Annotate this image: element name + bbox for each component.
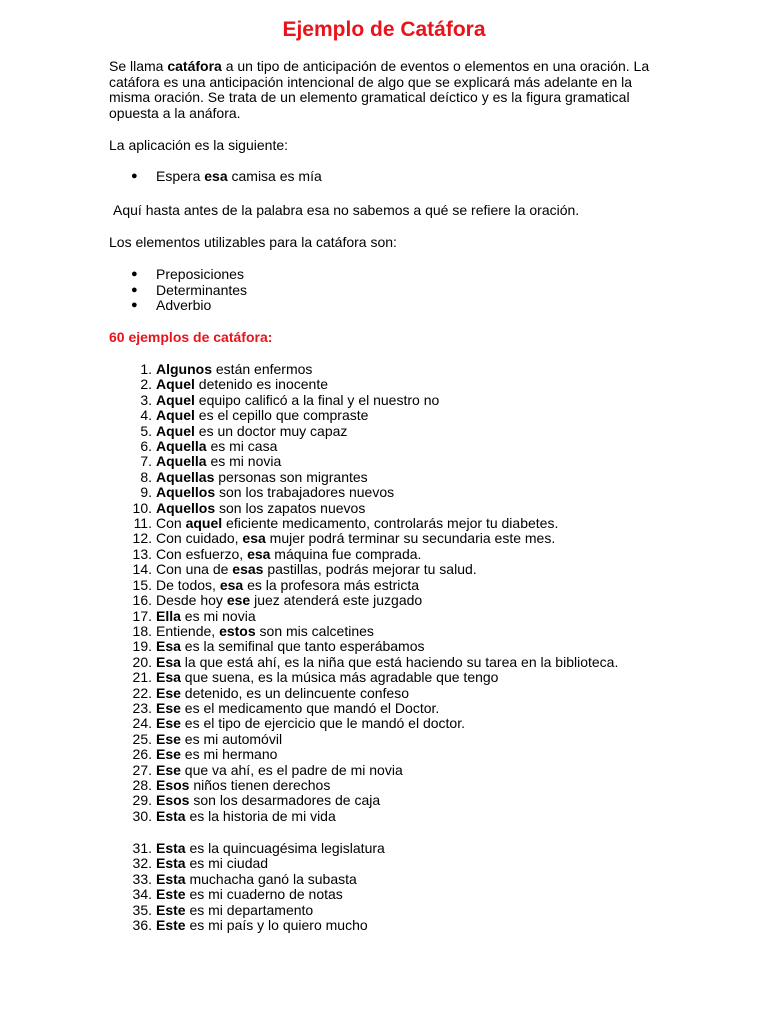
item-text-rest: es mi automóvil: [180, 730, 283, 747]
item-text-start: Con: [156, 515, 186, 532]
example-item: [118, 624, 678, 639]
item-text-rest: pastillas, podrás mejorar tu salud.: [263, 561, 477, 578]
example-item: [118, 470, 678, 485]
item-text-start: De todos,: [156, 576, 220, 593]
item-keyword: Este: [156, 917, 186, 934]
item-number: 27.: [132, 761, 152, 778]
example-item: [118, 639, 678, 654]
item-keyword: esas: [232, 561, 264, 578]
item-text-rest: detenido, es un delincuente confeso: [180, 684, 409, 701]
item-number: 7.: [140, 453, 152, 470]
example-item: [118, 686, 678, 701]
example-item: [118, 841, 678, 856]
elements-text: Los elementos utilizables para la catáfora son:: [109, 234, 397, 250]
item-text-rest: es el tipo de ejercicio que le mandó el doctor.: [180, 715, 465, 732]
examples-list: [118, 362, 678, 824]
item-number: 23.: [132, 699, 152, 716]
item-number: 6.: [140, 438, 152, 455]
item-keyword: aquel: [185, 515, 223, 532]
bullet-icon: ●: [131, 283, 138, 296]
example-item: [118, 872, 678, 887]
item-keyword: Esta: [156, 870, 186, 887]
item-keyword: Este: [156, 901, 186, 918]
item-number: 11.: [133, 515, 152, 532]
example-item: [118, 918, 678, 933]
item-number: 31.: [132, 840, 152, 856]
example-item: [118, 485, 678, 500]
example-item: [118, 439, 678, 454]
item-keyword: ese: [226, 592, 251, 609]
item-keyword: Aquel: [156, 422, 195, 439]
item-number: 20.: [132, 653, 152, 670]
example-item: [118, 763, 678, 778]
item-keyword: Ese: [156, 715, 181, 732]
item-keyword: Esta: [156, 840, 186, 856]
item-keyword: Aquellos: [156, 484, 216, 501]
application-example-list: [131, 169, 631, 185]
example-item: [118, 501, 678, 516]
example-item: [118, 701, 678, 716]
example-item: [118, 732, 678, 747]
item-number: 1.: [140, 361, 152, 377]
item-keyword: Aquellas: [156, 468, 215, 485]
item-keyword: esa: [247, 545, 271, 562]
item-text-rest: detenido es inocente: [194, 376, 328, 393]
example-item: [118, 778, 678, 793]
item-text-rest: niños tienen derechos: [189, 776, 331, 793]
example-item: [118, 856, 678, 871]
item-keyword: Esta: [156, 807, 186, 824]
intro-text-rest: a un tipo de anticipación de eventos o elementos en una oración. La catáfora es una anticipación intencional de algo que se explicará más adelante en la misma oración. Se trata de un elemento gramatical deíctico y es la figura gramatical opuesta a la anáfora.: [109, 58, 650, 121]
elements-list: [131, 267, 631, 314]
example-item: [118, 562, 678, 577]
example-item: [118, 362, 678, 377]
item-keyword: Aquel: [156, 376, 195, 393]
item-text-start: Desde hoy: [156, 592, 227, 609]
page-title: Ejemplo de Catáfora: [282, 18, 486, 41]
examples-list-continued: [118, 841, 678, 933]
item-number: 16.: [132, 592, 152, 609]
example-item: [118, 809, 678, 824]
item-text-rest: es el cepillo que compraste: [194, 407, 369, 424]
item-number: 24.: [132, 715, 152, 732]
item-text-rest: son los zapatos nuevos: [215, 499, 366, 516]
bullet-icon: ●: [131, 268, 138, 280]
item-text-rest: personas son migrantes: [214, 468, 368, 485]
item-number: 13.: [132, 545, 152, 562]
example-item: [118, 547, 678, 562]
item-text-rest: es mi hermano: [180, 746, 278, 763]
intro-text-start: Se llama: [109, 58, 168, 74]
list-item: ● Determinantes: [131, 281, 248, 298]
item-number: 33.: [132, 870, 152, 887]
item-text-start: Entiende,: [156, 622, 220, 639]
item-text-rest: es la semifinal que tanto esperábamos: [180, 638, 425, 655]
item-text-rest: es mi casa: [206, 438, 278, 455]
item-text-rest: es mi cuaderno de notas: [185, 886, 343, 903]
item-keyword: Ese: [156, 730, 181, 747]
item-number: 4.: [140, 407, 152, 424]
item-text-rest: son los desarmadores de caja: [189, 792, 381, 809]
item-number: 17.: [132, 607, 152, 624]
item-text-start: Con esfuerzo,: [156, 545, 248, 562]
item-text-rest: mujer podrá terminar su secundaria este mes.: [265, 530, 556, 547]
item-keyword: Ese: [156, 746, 181, 763]
example-item: [118, 655, 678, 670]
item-text-rest: la que está ahí, es la niña que está haciendo su tarea en la biblioteca.: [180, 653, 619, 670]
example-item: [118, 393, 678, 408]
item-number: 3.: [140, 391, 152, 408]
item-number: 2.: [140, 376, 152, 393]
item-number: 29.: [132, 792, 152, 809]
item-text-rest: son los trabajadores nuevos: [215, 484, 395, 501]
example-item: [118, 454, 678, 469]
list-item: ● Preposiciones: [131, 266, 244, 282]
item-keyword: Ese: [156, 699, 181, 716]
item-keyword: Aquella: [156, 438, 207, 455]
example-item: [118, 716, 678, 731]
item-text-rest: es la profesora más estricta: [243, 576, 420, 593]
example-item: [118, 408, 678, 423]
item-keyword: Algunos: [156, 361, 212, 377]
example-item: [118, 377, 678, 392]
example-item: [118, 578, 678, 593]
item-number: 32.: [132, 855, 152, 872]
item-number: 25.: [132, 730, 152, 747]
list-item: ● Espera esa camisa es mía: [131, 168, 322, 184]
example-item: [118, 887, 678, 902]
example-item: [118, 424, 678, 439]
item-number: 18.: [132, 622, 152, 639]
example-item: [118, 903, 678, 918]
example-item: [118, 516, 678, 531]
item-keyword: Esa: [156, 653, 181, 670]
list-item: ● Adverbio: [131, 297, 212, 313]
item-number: 12.: [132, 530, 152, 547]
item-text-rest: muchacha ganó la subasta: [185, 870, 357, 887]
application-text: La aplicación es la siguiente:: [109, 137, 289, 153]
example-item: [118, 531, 678, 546]
item-number: 9.: [140, 484, 152, 501]
example-item: [118, 793, 678, 808]
item-text-rest: es la quincuagésima legislatura: [185, 840, 385, 856]
item-keyword: Esa: [156, 669, 181, 686]
item-number: 5.: [140, 422, 152, 439]
intro-paragraph: [109, 59, 669, 121]
item-number: 28.: [132, 776, 152, 793]
example-item: [118, 593, 678, 608]
item-text-rest: juez atenderá este juzgado: [250, 592, 423, 609]
item-keyword: Este: [156, 886, 186, 903]
example-item: [118, 747, 678, 762]
item-keyword: Aquel: [156, 391, 195, 408]
item-number: 14.: [132, 561, 152, 578]
item-keyword: Esta: [156, 855, 186, 872]
item-number: 19.: [132, 638, 152, 655]
item-keyword: Aquellos: [156, 499, 216, 516]
example-item: [118, 670, 678, 685]
item-text-rest: máquina fue comprada.: [270, 545, 422, 562]
item-text-rest: es un doctor muy capaz: [194, 422, 348, 439]
item-keyword: Ese: [156, 684, 181, 701]
item-number: 22.: [132, 684, 152, 701]
item-text-rest: es mi ciudad: [185, 855, 269, 872]
item-keyword: Ella: [156, 607, 181, 624]
item-text-rest: equipo calificó a la final y el nuestro no: [194, 391, 440, 408]
item-number: 30.: [132, 807, 152, 824]
item-number: 26.: [132, 746, 152, 763]
item-keyword: Esos: [156, 792, 190, 809]
item-number: 34.: [132, 886, 152, 903]
item-number: 15.: [132, 576, 152, 593]
item-text-rest: están enfermos: [212, 361, 313, 377]
item-keyword: esa: [242, 530, 266, 547]
item-text-rest: es mi novia: [206, 453, 282, 470]
item-text-rest: es la historia de mi vida: [185, 807, 336, 824]
item-keyword: Esa: [156, 638, 181, 655]
item-keyword: esa: [219, 576, 244, 593]
item-text-rest: que va ahí, es el padre de mi novia: [180, 761, 403, 778]
item-text-start: Con una de: [156, 561, 233, 578]
item-number: 21.: [132, 669, 152, 686]
item-keyword: estos: [219, 622, 256, 639]
item-number: 8.: [140, 468, 152, 485]
bullet-icon: ●: [131, 299, 138, 311]
item-text-rest: que suena, es la música más agradable que tengo: [180, 669, 499, 686]
item-text-rest: es mi novia: [180, 607, 256, 624]
item-keyword: Esos: [156, 776, 190, 793]
item-number: 36.: [132, 917, 152, 934]
item-text-start: Con cuidado,: [156, 530, 243, 547]
bullet-icon: ●: [131, 170, 138, 182]
item-text-rest: es mi país y lo quiero mucho: [185, 917, 368, 934]
item-text-rest: eficiente medicamento, controlarás mejor tu diabetes.: [222, 515, 559, 532]
intro-term: catáfora: [167, 58, 222, 74]
item-keyword: Aquel: [156, 407, 195, 424]
example-item: [118, 609, 678, 624]
note-text: Aquí hasta antes de la palabra esa no sabemos a qué se refiere la oración.: [113, 202, 580, 218]
examples-heading: 60 ejemplos de catáfora:: [109, 329, 273, 345]
item-text-rest: son mis calcetines: [255, 622, 374, 639]
item-text-rest: es el medicamento que mandó el Doctor.: [180, 699, 440, 716]
item-keyword: Aquella: [156, 453, 207, 470]
item-keyword: Ese: [156, 761, 181, 778]
item-number: 10.: [132, 499, 152, 516]
item-text-rest: es mi departamento: [185, 901, 314, 918]
item-number: 35.: [132, 901, 152, 918]
